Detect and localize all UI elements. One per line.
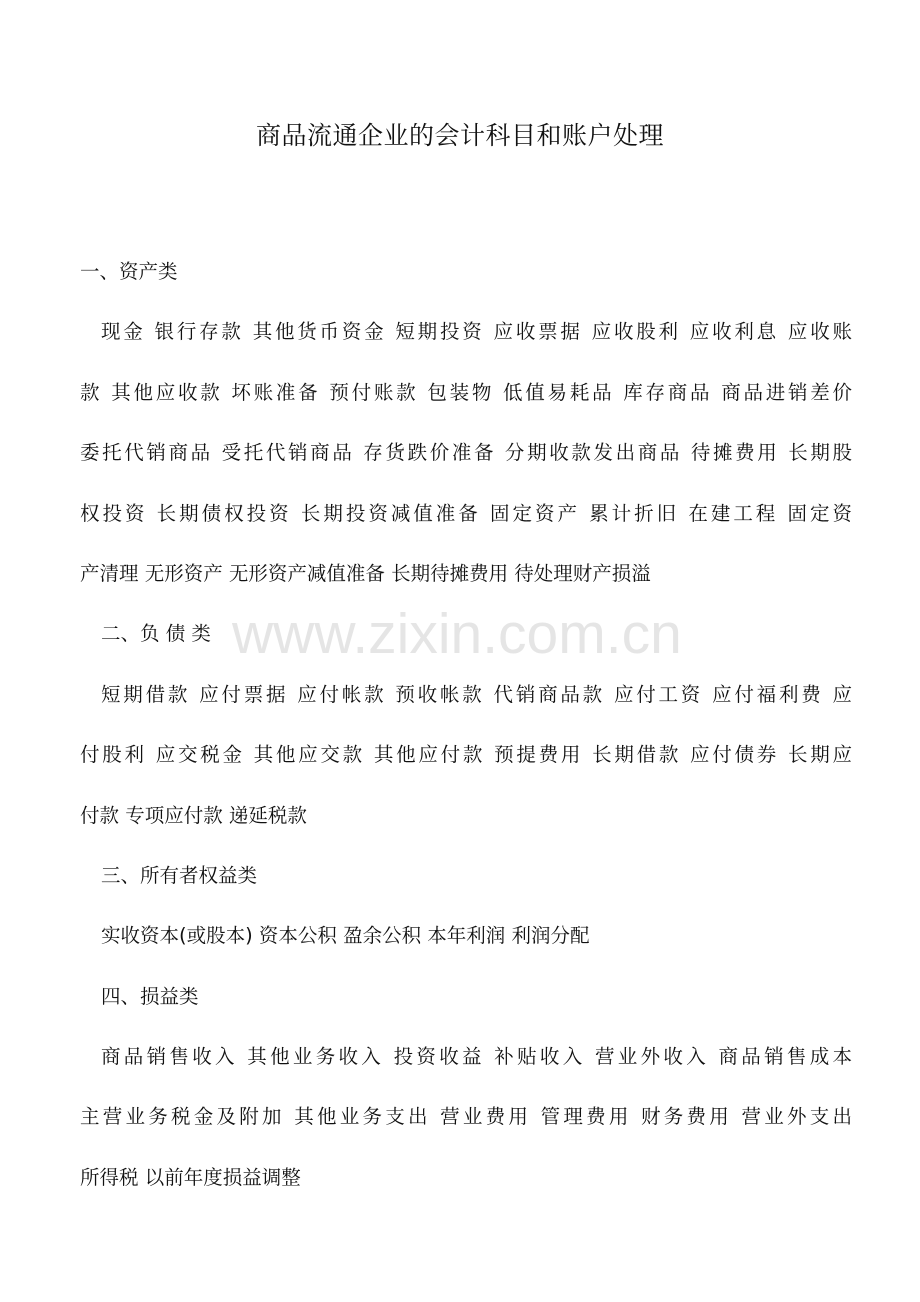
watermark-text: www.zixin.com.cn (232, 602, 682, 666)
section-heading-profit-loss: 四、损益类 (101, 984, 199, 1008)
body-line: 款 其他应收款 坏账准备 预付账款 包装物 低值易耗品 库存商品 商品进销差价 (80, 380, 852, 404)
body-line: 商品销售收入 其他业务收入 投资收益 补贴收入 营业外收入 商品销售成本 (101, 1045, 852, 1069)
section-heading-assets: 一、资产类 (80, 260, 178, 283)
body-line: 实收资本(或股本) 资本公积 盈余公积 本年利润 利润分配 (101, 924, 590, 948)
body-line: 所得税 以前年度损益调整 (80, 1165, 301, 1189)
body-line: 付款 专项应付款 递延税款 (80, 803, 307, 827)
body-line: 短期借款 应付票据 应付帐款 预收帐款 代销商品款 应付工资 应付福利费 应 (101, 682, 852, 706)
document-title: 商品流通企业的会计科目和账户处理 (255, 121, 664, 150)
body-line: 现金 银行存款 其他货币资金 短期投资 应收票据 应收股利 应收利息 应收账 (101, 320, 852, 344)
body-line: 权投资 长期债权投资 长期投资减值准备 固定资产 累计折旧 在建工程 固定资 (80, 501, 852, 525)
body-line: 产清理 无形资产 无形资产减值准备 长期待摊费用 待处理财产损溢 (80, 561, 651, 585)
document-body (80, 242, 852, 1208)
body-line: 主营业务税金及附加 其他业务支出 营业费用 管理费用 财务费用 营业外支出 (80, 1105, 852, 1129)
section-heading-liabilities: 二、负 债 类 (101, 622, 211, 646)
body-line: 委托代销商品 受托代销商品 存货跌价准备 分期收款发出商品 待摊费用 长期股 (80, 441, 852, 465)
body-line: 付股利 应交税金 其他应交款 其他应付款 预提费用 长期借款 应付债券 长期应 (80, 743, 852, 767)
section-heading-equity: 三、所有者权益类 (101, 863, 258, 887)
